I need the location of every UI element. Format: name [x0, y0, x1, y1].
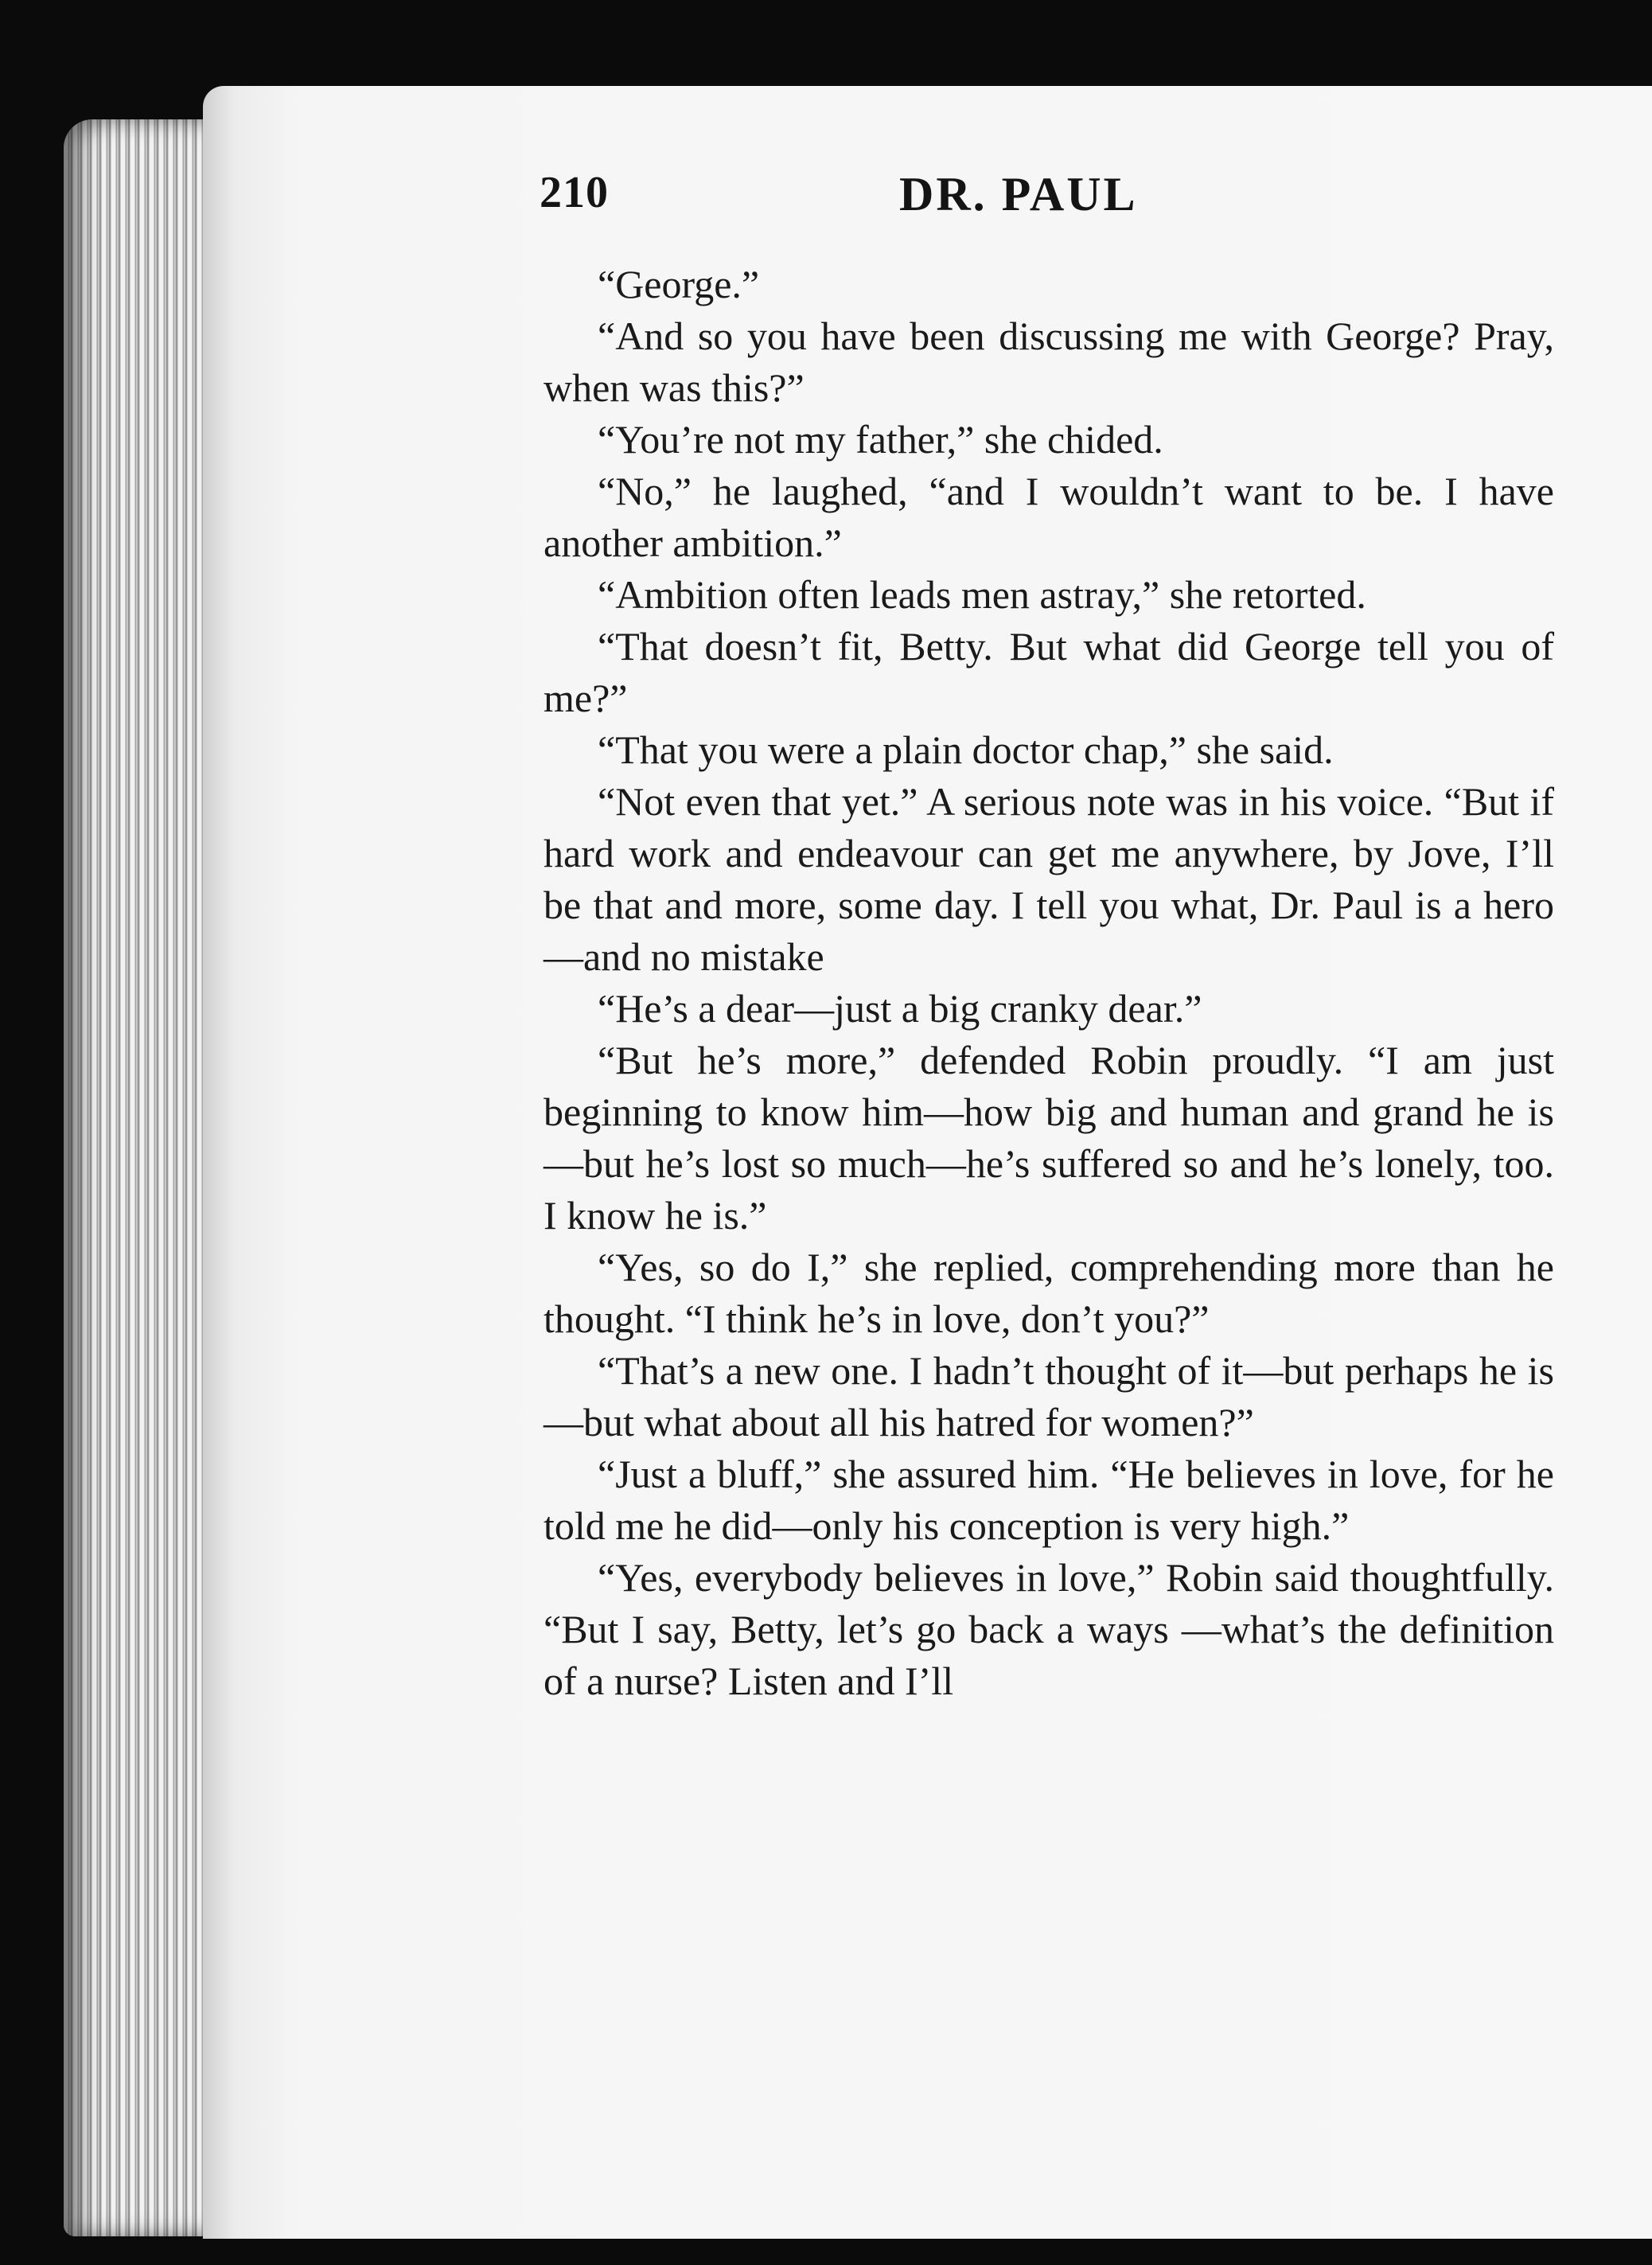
paragraph: “George.”: [598, 262, 760, 306]
page-number: 210: [540, 168, 609, 217]
paragraph: “Just a bluff,” she assured him. “He believes in love, for he told me he did—only his conception is very high.”: [544, 1452, 1554, 1548]
paragraph: “Ambition often leads men astray,” she retorted.: [598, 572, 1366, 617]
paragraph: “Yes, everybody believes in love,” Robin said thoughtfully. “But I say, Betty, let’s go back a ways —what’s the definition of a nurse? Listen and I’ll: [544, 1555, 1554, 1703]
paragraph: “You’re not my father,” she chided.: [598, 417, 1163, 462]
paragraph: “That’s a new one. I hadn’t thought of it—but perhaps he is—but what about all his hatred for women?”: [544, 1348, 1554, 1444]
paragraph: “That doesn’t fit, Betty. But what did George tell you of me?”: [544, 624, 1554, 720]
book-title: DR. PAUL: [899, 168, 1138, 220]
paragraph: “But he’s more,” defended Robin proudly. “I am just beginning to know him—how big and human and grand he is—but he’s lost so much—he’s suffered so and he’s lonely, too. I know he is.”: [544, 1038, 1554, 1238]
running-head: [540, 159, 1176, 247]
paragraph: “No,” he laughed, “and I wouldn’t want to be. I have another ambition.”: [544, 469, 1554, 565]
text-body: [544, 259, 1554, 1707]
paragraph: “Yes, so do I,” she replied, comprehending more than he thought. “I think he’s in love, don’t you?”: [544, 1245, 1554, 1341]
paragraph: “Not even that yet.” A serious note was in his voice. “But if hard work and endeavour can get me anywhere, by Jove, I’ll be that and more, some day. I tell you what, Dr. Paul is a hero—and no mistake: [544, 779, 1554, 979]
paragraph: “That you were a plain doctor chap,” she said.: [598, 727, 1334, 772]
paragraph: “He’s a dear—just a big cranky dear.”: [598, 986, 1202, 1031]
paragraph: “And so you have been discussing me with George? Pray, when was this?”: [544, 314, 1554, 410]
